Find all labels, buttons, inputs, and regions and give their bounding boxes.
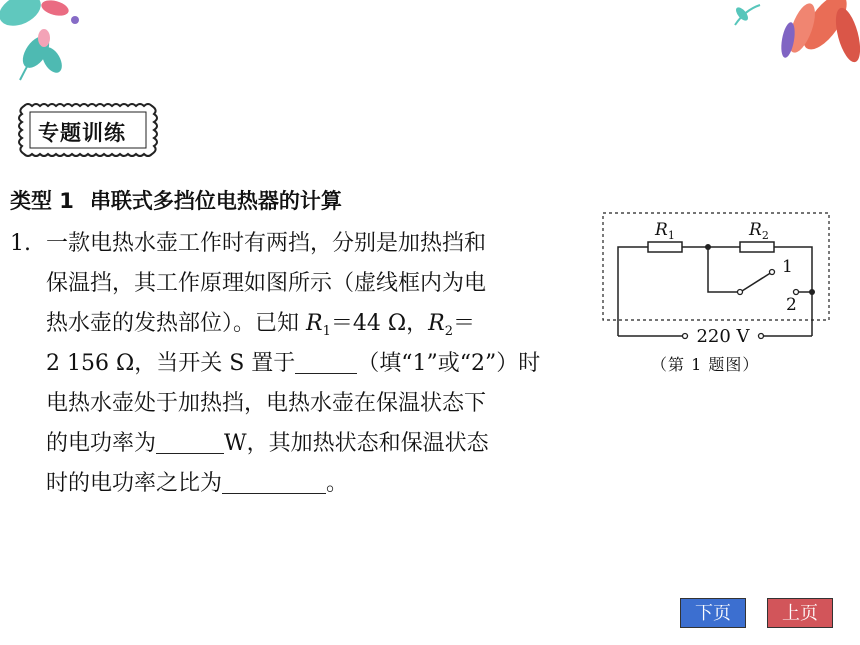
problem-line-1: 1. 一款电热水壶工作时有两挡，分别是加热挡和 <box>10 224 590 264</box>
badge-label: 专题训练 <box>38 121 126 145</box>
contact-2-terminal <box>794 290 799 295</box>
power-terminal-left <box>683 334 688 339</box>
problem-line-4: 2 156 Ω，当开关 S 置于 （填“1”或“2”）时 <box>10 344 590 384</box>
contact-1-terminal <box>770 270 775 275</box>
section-title-text: 串联式多挡位电热器的计算 <box>89 189 342 213</box>
answer-blank-3[interactable] <box>222 467 326 494</box>
switch-blade <box>742 272 772 291</box>
next-page-button[interactable]: 下页 <box>680 598 746 628</box>
figure-caption: （第 1 题图） <box>651 355 760 374</box>
problem-line-2: 保温挡，其工作原理如图所示（虚线框内为电 <box>46 271 487 296</box>
answer-blank-1[interactable] <box>295 347 357 374</box>
r2-symbol: R <box>428 311 445 336</box>
contact-1-label: 1 <box>782 257 793 277</box>
junction-dot <box>809 289 815 295</box>
resistor-r1 <box>648 242 682 252</box>
problem-line-3: 热水壶的发热部位）。已知 $R_1=44$ Ω，$R_2=$ <box>46 311 475 339</box>
problem-line-7: 时的电功率之比为 。 <box>10 464 590 504</box>
r1-symbol: R <box>306 311 323 336</box>
voltage-label: 220 V <box>696 326 750 347</box>
section-type-label: 类型 1 <box>10 189 74 213</box>
problem-1 <box>10 224 590 504</box>
circuit-wire <box>618 247 648 336</box>
power-terminal-right <box>759 334 764 339</box>
problem-line-5: 电热水壶处于加热挡，电热水壶在保温状态下 <box>46 391 487 416</box>
answer-blank-2[interactable] <box>156 427 224 454</box>
resistor-r2 <box>740 242 774 252</box>
problem-line-6: 的电功率为 W，其加热状态和保温状态 <box>10 424 590 464</box>
problem-number: 1. <box>10 231 31 256</box>
section-title <box>10 185 342 215</box>
r2-label: $R_2$ <box>749 220 769 242</box>
circuit-wire <box>708 247 738 292</box>
floral-corner-decoration-left <box>0 0 110 95</box>
switch-pivot <box>738 290 743 295</box>
contact-2-label: 2 <box>786 295 797 315</box>
previous-page-button[interactable]: 上页 <box>767 598 833 628</box>
r1-label: $R_1$ <box>655 220 675 242</box>
leaf-corner-decoration-right <box>730 0 860 75</box>
circuit-diagram <box>600 210 832 350</box>
